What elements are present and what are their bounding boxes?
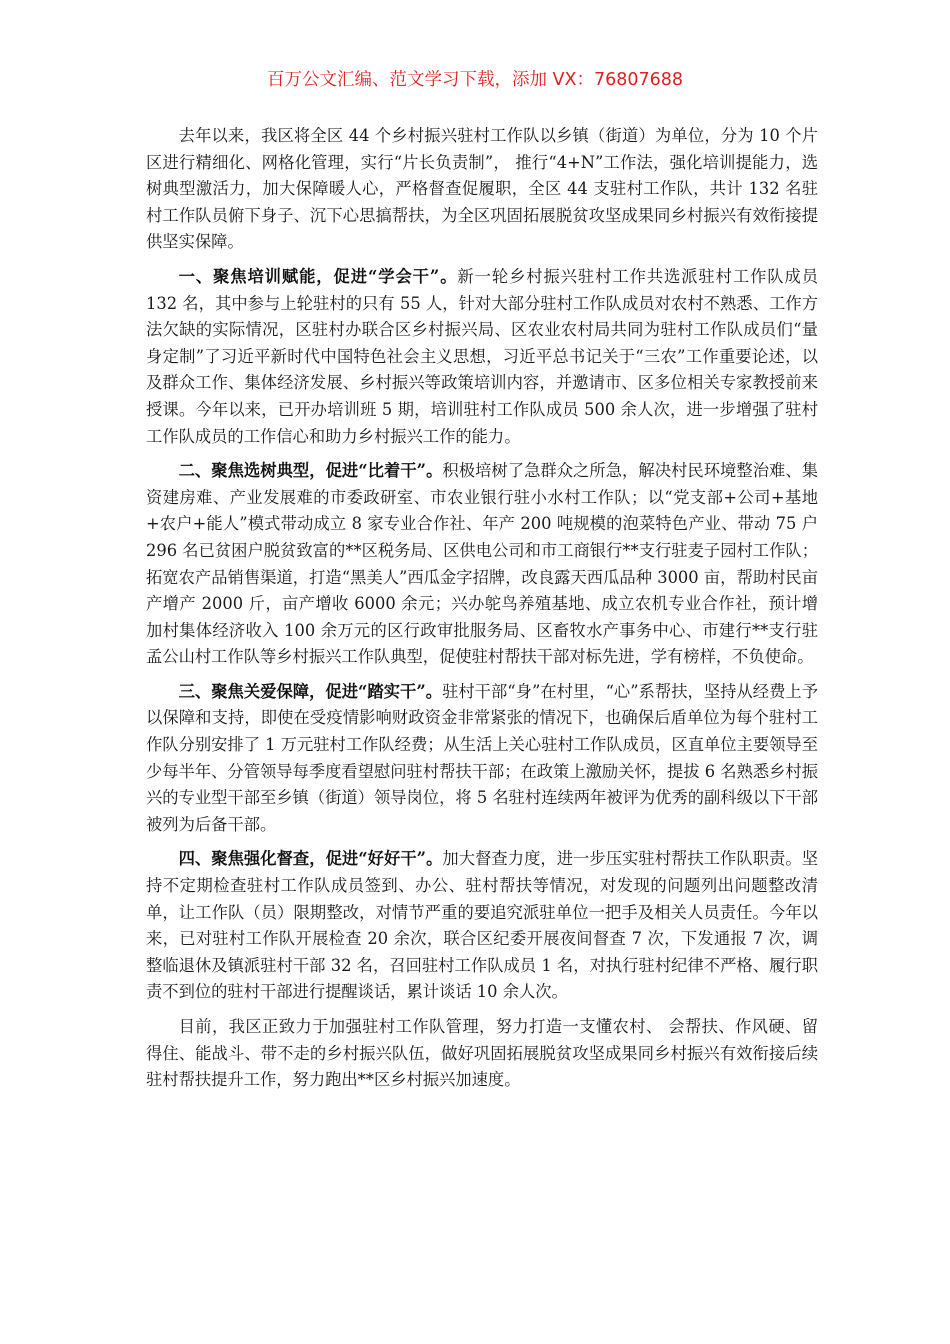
- section-text: 积极培树了急群众之所急，解决村民环境整治难、集资建房难、产业发展难的市委政研室、市农业银行驻小水村工作队；以“党支部+公司+基地+农户+能人”模式带动成立 8 家专业合作社、年产 200 吨规模的泡菜特色产业、带动 75 户 296 名已贫困户脱贫致富的**区税务局、区供电公司和市工商银行**支行驻麦子园村工作队；拓宽农产品销售渠道，打造“黑美人”西瓜金字招牌，改良露天西瓜品种 3000 亩，帮助村民亩产增产 2000 斤，亩产增收 6000 余元；兴办鸵鸟养殖基地、成立农机专业合作社，预计增加村集体经济收入 100 余万元的区行政审批服务局、区畜牧水产事务中心、市建行**支行驻孟公山村工作队等乡村振兴工作队典型，促使驻村帮扶干部对标先进，学有榜样，不负使命。: [146, 461, 818, 667]
- section-heading: 一、聚焦培训赋能，促进“学会干”。: [178, 266, 458, 286]
- section-text: 驻村干部“身”在村里，“心”系帮扶，坚持从经费上予以保障和支持，即使在受疫情影响财政资金非常紧张的情况下，也确保后盾单位为每个驻村工作队分别安排了 1 万元驻村工作队经费；从生活上关心驻村工作队成员，区直单位主要领导至少每半年、分管领导每季度看望慰问驻村帮扶干部；在政策上激励关怀，提拔 6 名熟悉乡村振兴的专业型干部至乡镇（街道）领导岗位，将 5 名驻村连续两年被评为优秀的副科级以下干部被列为后备干部。: [146, 681, 818, 834]
- section-paragraph-care: [146, 679, 818, 839]
- download-banner: 百万公文汇编、范文学习下载，添加 VX：76807688: [266, 70, 684, 90]
- section-text: 新一轮乡村振兴驻村工作共选派驻村工作队成员 132 名，其中参与上轮驻村的只有 55 人，针对大部分驻村工作队成员对农村不熟悉、工作方法欠缺的实际情况，区驻村办联合区乡村振兴局、区农业农村局共同为驻村工作队成员们“量身定制”了习近平新时代中国特色社会主义思想，习近平总书记关于“三农”工作重要论述，以及群众工作、集体经济发展、乡村振兴等政策培训内容，并邀请市、区多位相关专家教授前来授课。今年以来，已开办培训班 5 期，培训驻村工作队成员 500 余人次，进一步增强了驻村工作队成员的工作信心和助力乡村振兴工作的能力。: [146, 266, 818, 446]
- section-paragraph-models: [146, 458, 818, 671]
- conclusion-paragraph: 目前，我区正致力于加强驻村工作队管理，努力打造一支懂农村、 会帮扶、作风硬、留得住、能战斗、带不走的乡村振兴队伍，做好巩固拓展脱贫攻坚成果同乡村振兴有效衔接后续驻村帮扶提升工作，努力跑出**区乡村振兴加速度。: [146, 1017, 818, 1090]
- section-paragraph-training: [146, 264, 818, 450]
- section-paragraph-supervision: [146, 846, 818, 1006]
- section-text: 加大督查力度，进一步压实驻村帮扶工作队职责。坚持不定期检查驻村工作队成员签到、办公、驻村帮扶等情况，对发现的问题列出问题整改清单，让工作队（员）限期整改，对情节严重的要追究派驻单位一把手及相关人员责任。今年以来，已对驻村工作队开展检查 20 余次，联合区纪委开展夜间督查 7 次，下发通报 7 次，调整临退休及镇派驻村干部 32 名，召回驻村工作队成员 1 名，对执行驻村纪律不严格、履行职责不到位的驻村干部进行提醒谈话，累计谈话 10 余人次。: [146, 849, 818, 1002]
- section-heading: 二、聚焦选树典型，促进“比着干”。: [178, 461, 443, 481]
- section-heading: 三、聚焦关爱保障，促进“踏实干”。: [178, 681, 443, 701]
- section-heading: 四、聚焦强化督查，促进“好好干”。: [178, 849, 443, 869]
- article-body: [146, 123, 818, 1094]
- intro-paragraph: 去年以来，我区将全区 44 个乡村振兴驻村工作队以乡镇（街道）为单位，分为 10 个片区进行精细化、网格化管理，实行“片长负责制”， 推行“4+N”工作法，强化培训提能力，选树典型激活力，加大保障暖人心，严格督查促履职，全区 44 支驻村工作队，共计 132 名驻村工作队员俯下身子、沉下心思搞帮扶，为全区巩固拓展脱贫攻坚成果同乡村振兴有效衔接提供坚实保障。: [146, 126, 818, 252]
